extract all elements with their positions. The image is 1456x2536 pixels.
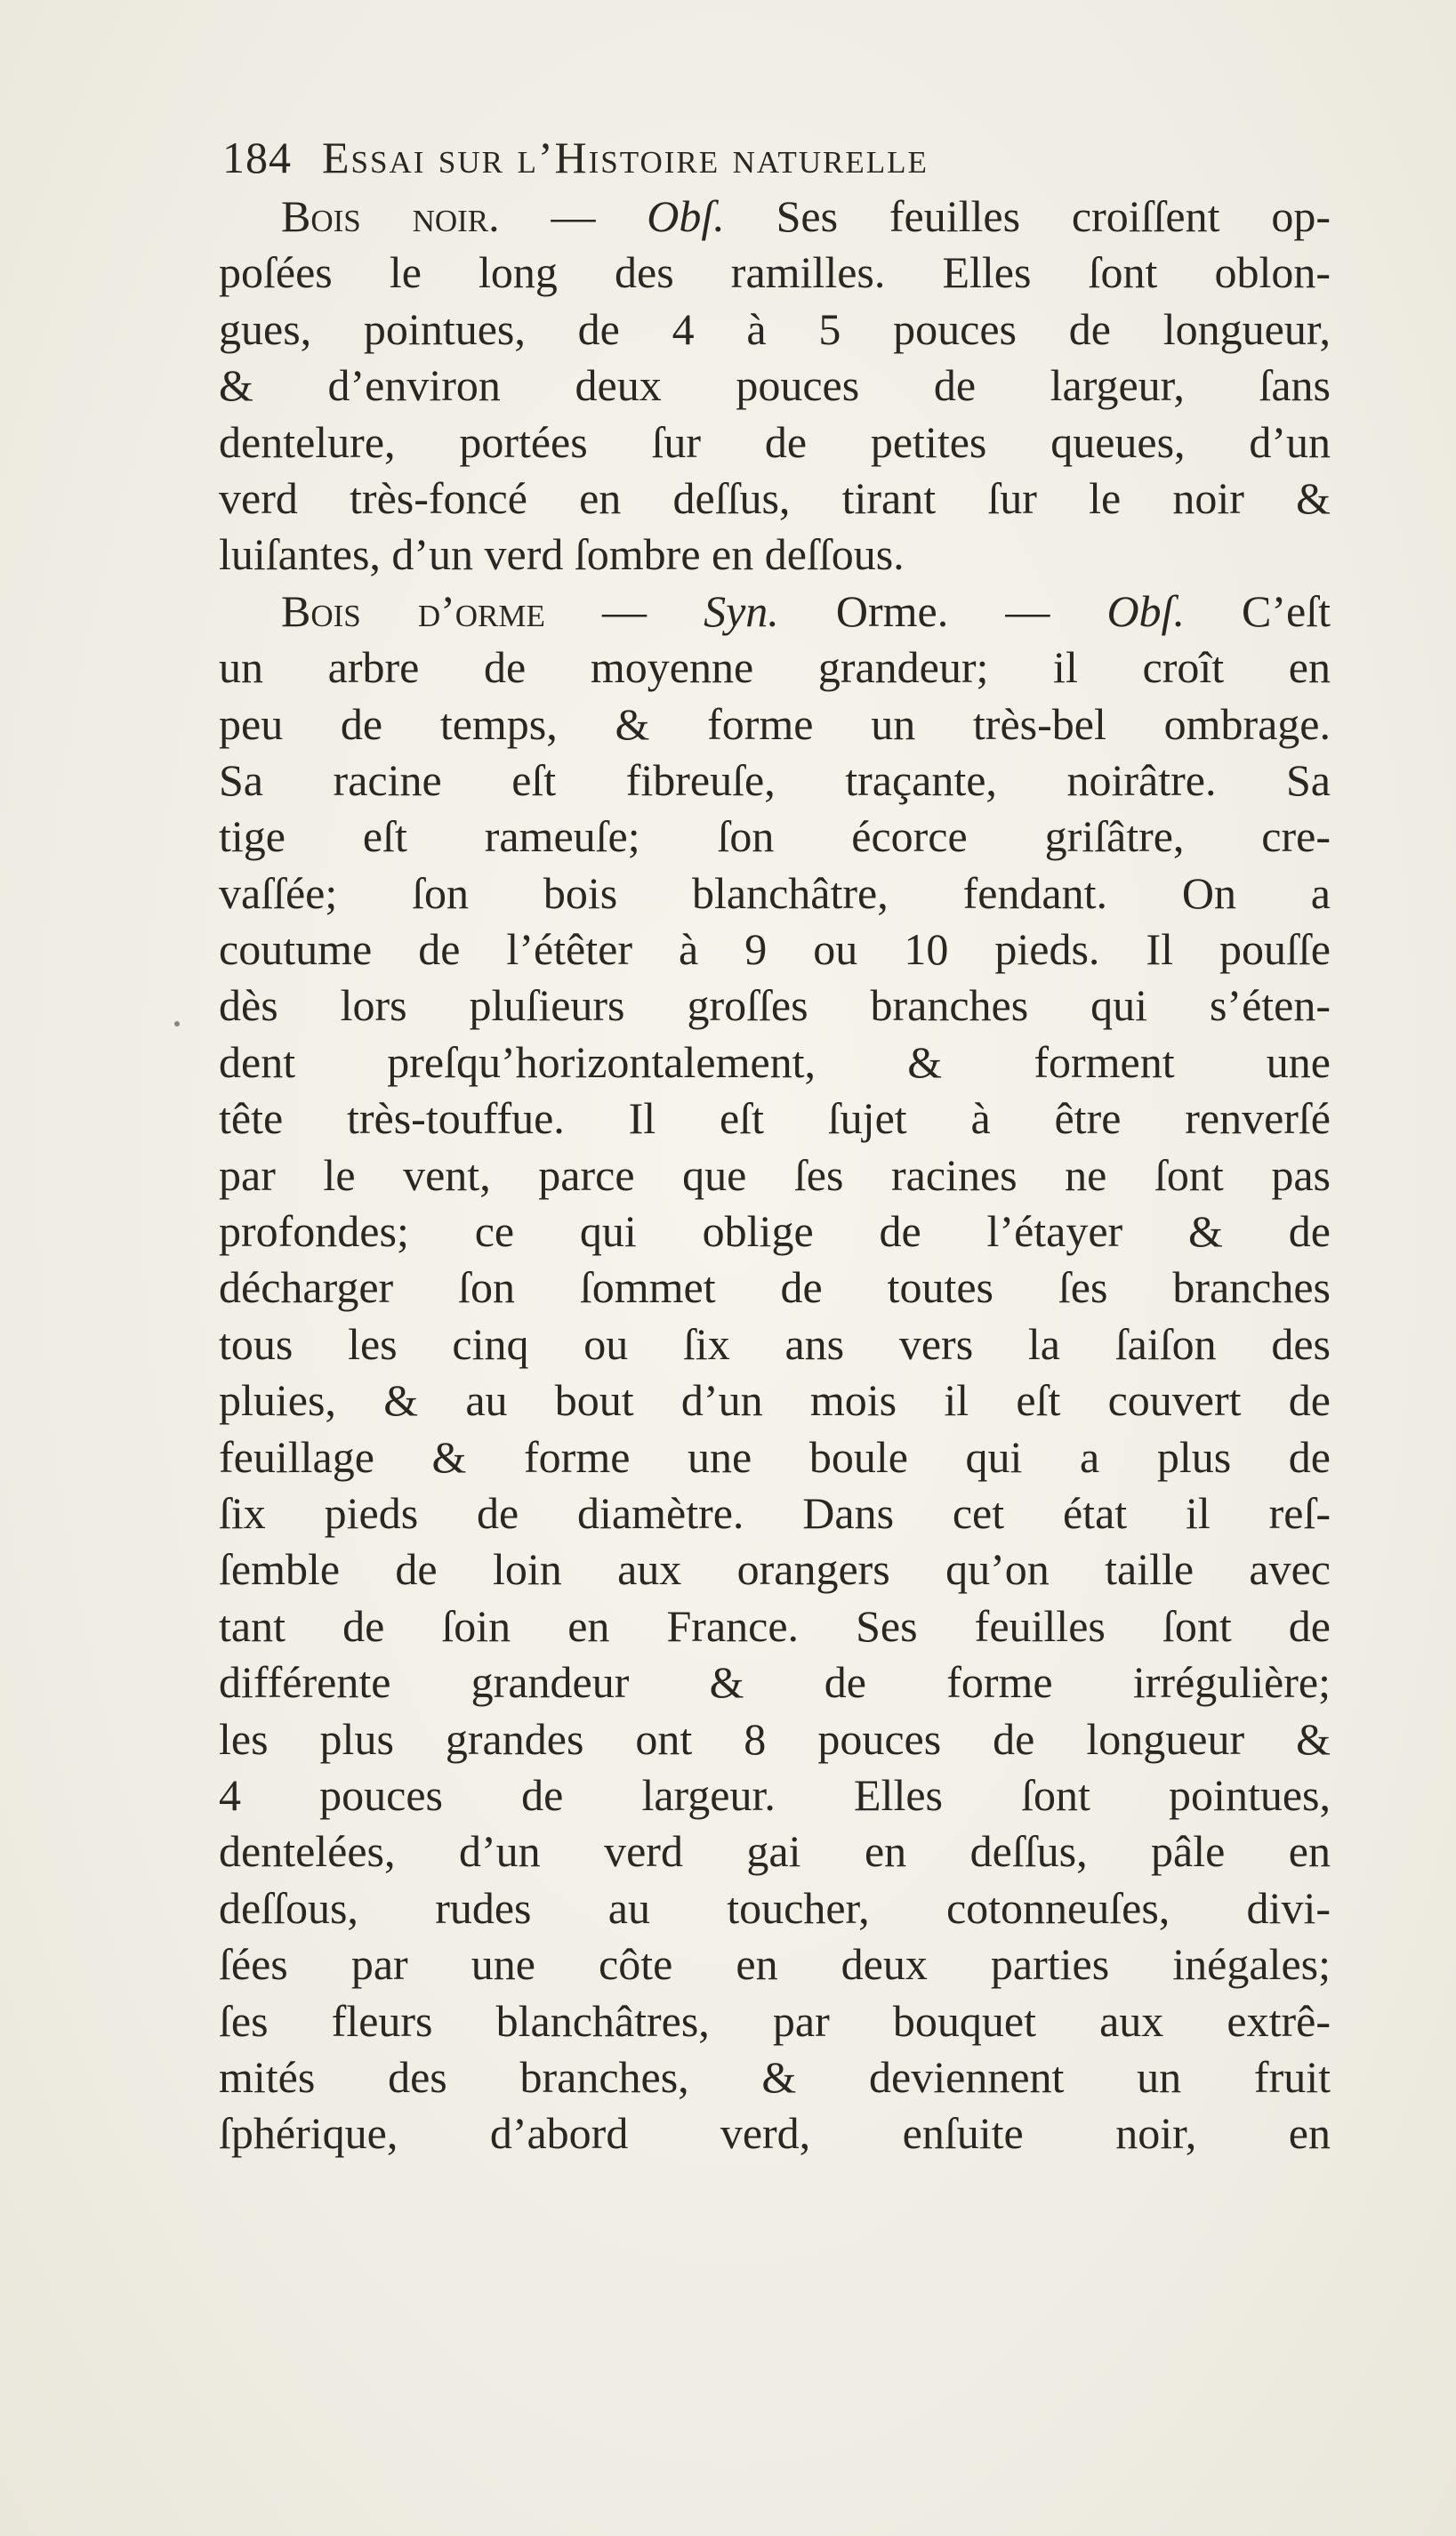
text-line: ſes fleurs blanchâtres, par bouquet aux extrê-	[219, 1995, 1331, 2046]
text-line: un arbre de moyenne grandeur; il croît en	[219, 642, 1331, 693]
text-line: par le vent, parce que ſes racines ne ſont pas	[219, 1149, 1331, 1200]
text-line: coutume de l’étêter à 9 ou 10 pieds. Il pouſſe	[219, 924, 1331, 975]
text-line: pluies, & au bout d’un mois il eſt couvert de	[219, 1375, 1331, 1426]
margin-mark	[174, 1021, 180, 1026]
text-line: tête très-touffue. Il eſt ſujet à être renverſé	[219, 1093, 1331, 1144]
text-line: feuillage & forme une boule qui a plus de	[219, 1431, 1331, 1482]
running-title: Essai sur l’Histoire naturelle	[322, 133, 929, 182]
text-line: peu de temps, & forme un très-bel ombrage.	[219, 698, 1331, 749]
text-line: ſemble de loin aux orangers qu’on taille avec	[219, 1544, 1331, 1595]
text-line: 4 pouces de largeur. Elles ſont pointues,	[219, 1769, 1331, 1820]
text-line: luiſantes, d’un verd ſombre en deſſous.	[219, 529, 905, 580]
running-header	[222, 126, 1325, 189]
text-line: gues, pointues, de 4 à 5 pouces de longueur,	[219, 303, 1331, 354]
text-line: dent preſqu’horizontalement, & forment une	[219, 1036, 1331, 1087]
text-line: profondes; ce qui oblige de l’étayer & de	[219, 1206, 1331, 1257]
text-line: différente grandeur & de forme irrégulière;	[219, 1657, 1331, 1708]
text-line: Bois noir. — Obſ. Ses feuilles croiſſent op-	[281, 191, 1331, 241]
text-line: dentelure, portées ſur de petites queues, d’un	[219, 416, 1331, 467]
text-line: ſix pieds de diamètre. Dans cet état il reſ-	[219, 1487, 1331, 1538]
text-line: tige eſt rameuſe; ſon écorce griſâtre, cre-	[219, 811, 1331, 862]
text-line: dès lors pluſieurs groſſes branches qui s’éten-	[219, 980, 1331, 1031]
text-line: tous les cinq ou ſix ans vers la ſaiſon des	[219, 1318, 1331, 1369]
text-line: deſſous, rudes au toucher, cotonneuſes, divi-	[219, 1882, 1331, 1933]
text-line: Sa racine eſt fibreuſe, traçante, noirâtre. Sa	[219, 754, 1331, 805]
text-line: vaſſée; ſon bois blanchâtre, fendant. On a	[219, 867, 1331, 918]
text-line: dentelées, d’un verd gai en deſſus, pâle en	[219, 1826, 1331, 1877]
text-line: les plus grandes ont 8 pouces de longueur &	[219, 1713, 1331, 1764]
text-line: mités des branches, & deviennent un fruit	[219, 2051, 1331, 2102]
text-line: ſphérique, d’abord verd, enſuite noir, en	[219, 2108, 1331, 2159]
text-line: ſées par une côte en deux parties inégales;	[219, 1939, 1331, 1990]
text-line: tant de ſoin en France. Ses feuilles ſont de	[219, 1600, 1331, 1651]
text-line: Bois d’orme — Syn. Orme. — Obſ. C’eſt	[281, 585, 1331, 636]
text-line: poſées le long des ramilles. Elles ſont oblon-	[219, 247, 1331, 298]
text-line: & d’environ deux pouces de largeur, ſans	[219, 360, 1331, 411]
page-number: 184	[222, 133, 292, 182]
text-line: décharger ſon ſommet de toutes ſes branches	[219, 1262, 1331, 1313]
text-line: verd très-foncé en deſſus, tirant ſur le noir &	[219, 472, 1331, 523]
body-text	[219, 189, 1331, 2162]
